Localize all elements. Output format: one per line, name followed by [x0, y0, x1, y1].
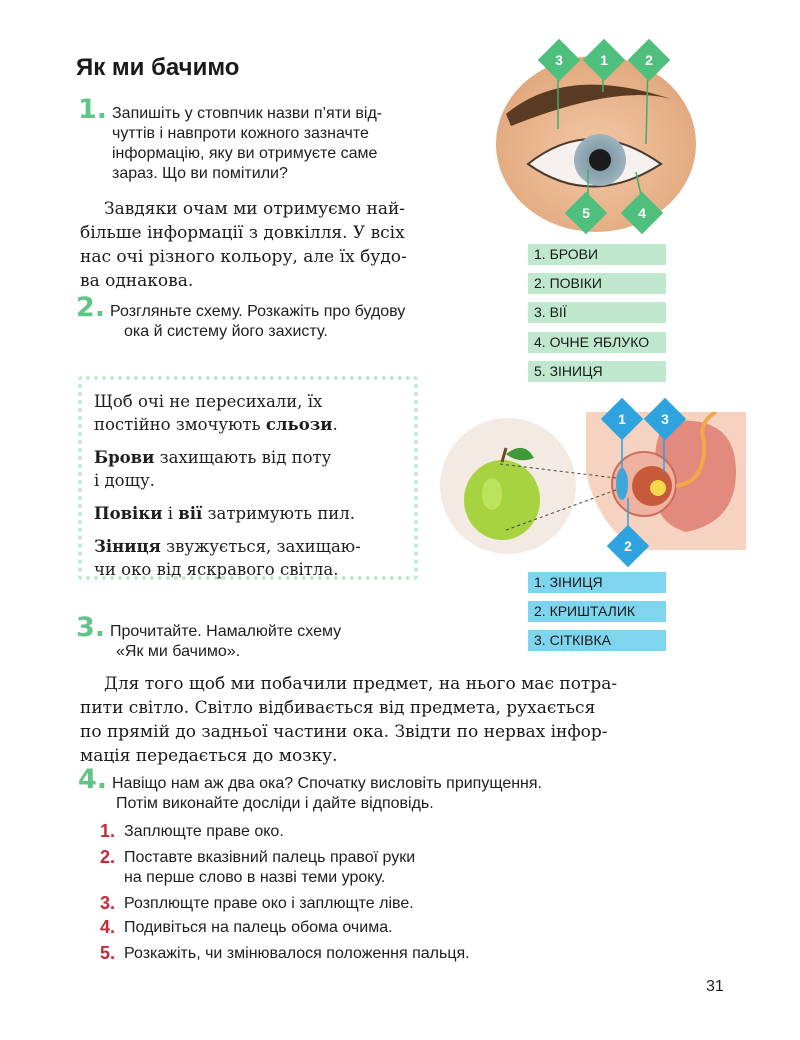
task-number: 3. [76, 612, 106, 643]
info-paragraph: Брови захищають від поту і дощу. [94, 448, 332, 490]
eye-badge: 3 [538, 39, 580, 81]
task-line: Потім виконайте досліди і дайте відповідь. [116, 795, 434, 812]
info-paragraph: Повіки і вії затримують пил. [94, 504, 356, 523]
step-item: 1. Заплющте праве око. [100, 821, 284, 841]
info-box [78, 376, 418, 580]
vision-badge: 2 [607, 525, 649, 567]
task-2 [76, 292, 480, 342]
step-item: 2. Поставте вказівний палець правої руки на перше слово в назві теми уроку. [100, 847, 416, 886]
task-line: Розгляньте схему. Розкажіть про будову [110, 303, 406, 320]
pupil-shape [589, 149, 611, 171]
light-spot [650, 480, 666, 496]
eye-badge: 4 [621, 192, 663, 234]
step-item: 3. Розплющте праве око і заплющте ліве. [100, 893, 414, 913]
task-1 [78, 94, 472, 184]
task-number: 1. [78, 94, 108, 125]
task-line: чуттів і навпроти кожного зазначте [112, 125, 369, 142]
apple-body [464, 460, 540, 540]
vision-label: 1. ЗІНИЦЯ [528, 572, 666, 593]
paragraph-line: більше інформації з довкілля. У всіх [80, 223, 405, 243]
paragraph-vision [80, 672, 730, 768]
lens-shape [616, 468, 628, 500]
paragraph-eyes [80, 197, 480, 293]
eye-badge: 5 [565, 192, 607, 234]
vision-badge: 1 [601, 398, 643, 440]
task-line: ока й систему його захисту. [124, 323, 328, 340]
task-line: Запишіть у стовпчик назви п’яти від- [112, 105, 383, 122]
eye-badge: 2 [628, 39, 670, 81]
eye-badge: 1 [583, 39, 625, 81]
task-4 [78, 764, 672, 814]
eye-label: 1. БРОВИ [528, 244, 666, 265]
info-paragraph: Щоб очі не пересихали, їх постійно змочують сльози. [94, 392, 338, 434]
paragraph-line: по прямій до задньої частини ока. Звідти по нервах інфор- [80, 722, 608, 742]
task-line: зараз. Що ви помітили? [112, 165, 288, 182]
step-item: 4. Подивіться на палець обома очима. [100, 917, 393, 937]
eye-label: 4. ОЧНЕ ЯБЛУКО [528, 332, 666, 353]
vision-label: 2. КРИШТАЛИК [528, 601, 666, 622]
paragraph-line: ва однакова. [80, 271, 194, 291]
task-number: 2. [76, 292, 106, 323]
vision-badge: 3 [644, 398, 686, 440]
paragraph-line: мація передається до мозку. [80, 746, 338, 766]
task-3 [76, 612, 430, 662]
eye-label: 2. ПОВІКИ [528, 273, 666, 294]
paragraph-line: нас очі різного кольору, але їх будо- [80, 247, 407, 267]
page-number: 31 [706, 978, 724, 995]
task-line: Навіщо нам аж два ока? Спочатку висловіть припущення. [112, 775, 542, 792]
info-paragraph: Зіниця звужується, захищаю- чи око від яскравого світла. [94, 537, 361, 579]
vision-label: 3. СІТКІВКА [528, 630, 666, 651]
paragraph-line: Завдяки очам ми отримуємо най- [104, 199, 406, 219]
eye-label: 5. ЗІНИЦЯ [528, 361, 666, 382]
task-line: «Як ми бачимо». [116, 643, 241, 660]
task-line: інформацію, яку ви отримуєте саме [112, 145, 378, 162]
eye-label: 3. ВІЇ [528, 302, 666, 323]
task-number: 4. [78, 764, 108, 795]
vision-illustration [436, 412, 746, 562]
page-title: Як ми бачимо [76, 54, 240, 81]
paragraph-line: пити світло. Світло відбивається від предмета, рухається [80, 698, 596, 718]
task-line: Прочитайте. Намалюйте схему [110, 623, 342, 640]
paragraph-line: Для того щоб ми побачили предмет, на нього має потра- [104, 674, 618, 694]
step-item: 5. Розкажіть, чи змінювалося положення пальця. [100, 943, 470, 963]
